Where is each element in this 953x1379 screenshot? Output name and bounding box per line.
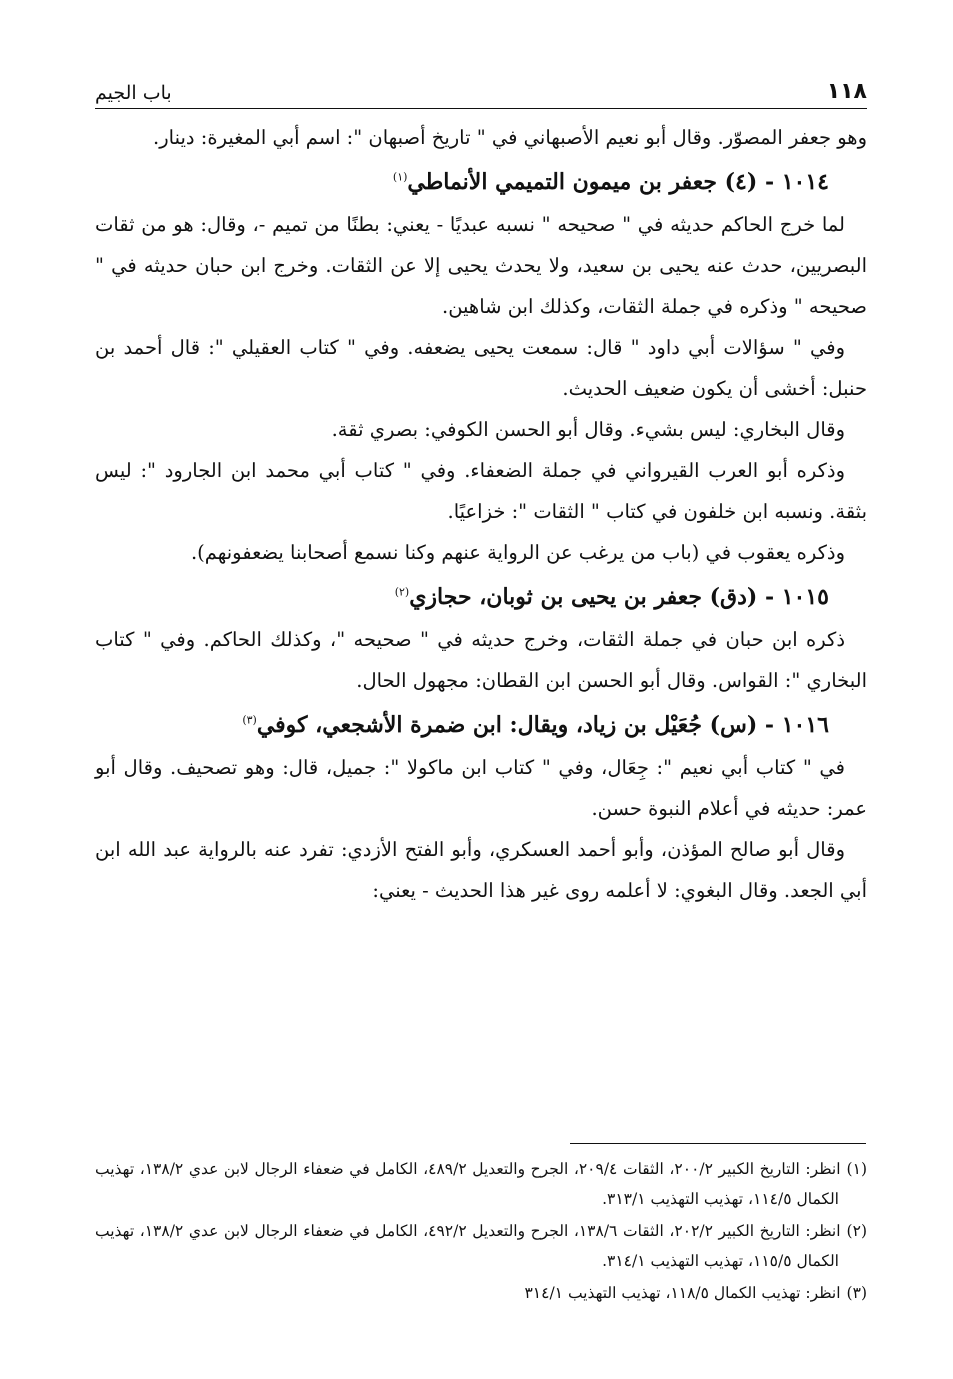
footnote-marker: (٢): [846, 1222, 867, 1240]
entry-heading-1015: [95, 575, 867, 619]
footnote: [95, 1216, 867, 1276]
entry-heading-1016: [95, 703, 867, 747]
footnote-divider: [570, 1143, 866, 1144]
footnotes: [95, 1154, 867, 1310]
footnote-text: انظر: التاريخ الكبير ٢٠٠/٢، الثقات ٢٠٩/٤، الجرح والتعديل ٤٨٩/٢، الكامل في ضعفاء الرجال لابن عدي ١٣٨/٢، تهذيب الكمال ١١٤/٥، تهذيب التهذيب ٣١٣/١.: [95, 1160, 841, 1208]
footnote-ref: (٣): [242, 713, 257, 727]
entry-title: ١٠١٥ - (دق) جعفر بن يحيى بن ثوبان، حجازي: [409, 584, 829, 610]
footnote: [95, 1278, 867, 1308]
paragraph: وفي " سؤالات أبي داود " قال: سمعت يحيى يضعفه. وفي " كتاب العقيلي ": قال أحمد بن حنبل: أخشى أن يكون ضعيف الحديث.: [95, 336, 867, 400]
footnote-marker: (٣): [846, 1284, 867, 1302]
footnote-text: انظر: التاريخ الكبير ٢٠٢/٢، الثقات ١٣٨/٦، الجرح والتعديل ٤٩٢/٢، الكامل في ضعفاء الرجال لابن عدي ١٣٨/٢، تهذيب الكمال ١١٥/٥، تهذيب التهذيب ٣١٤/١.: [95, 1222, 841, 1270]
paragraph: وقال أبو صالح المؤذن، وأبو أحمد العسكري، وأبو الفتح الأزدي: تفرد عنه بالرواية عبد الله ابن أبي الجعد. وقال البغوي: لا أعلمه روى غير هذا الحديث - يعني:: [95, 838, 867, 902]
paragraph: ذكره ابن حبان في جملة الثقات، وخرج حديثه في " صحيحه "، وكذلك الحاكم. وفي " كتاب البخاري ": القواس. وقال أبو الحسن ابن القطان: مجهول الحال.: [95, 628, 867, 692]
paragraph-continuation: وهو جعفر المصوّر. وقال أبو نعيم الأصبهاني في " تاريخ أصبهان ": اسم أبي المغيرة: دينار.: [153, 126, 867, 149]
entry-heading-1014: [95, 160, 867, 204]
page-content: [95, 64, 867, 911]
footnote-ref: (٢): [394, 585, 410, 599]
paragraph: لما خرج الحاكم حديثه في " صحيحه " نسبه عبديًا - يعني: بطنًا من تميم -، وقال: هو من ثقات البصريين، حدث عنه يحيى بن سعيد، ولا يحدث يحيى إلا عن الثقات. وخرج ابن حبان حديثه في " صحيحه " وذكره في جملة الثقات، وكذلك ابن شاهين.: [95, 213, 867, 318]
paragraph: وذكره يعقوب في (باب من يرغب عن الرواية عنهم وكنا نسمع أصحابنا يضعفونهم).: [190, 541, 845, 564]
entry-title: ١٠١٦ - (س) جُعَيْل بن زياد، ويقال: ابن ضمرة الأشجعي، كوفي: [256, 712, 829, 738]
section-title: باب الجيم: [95, 82, 172, 104]
footnote-text: انظر: تهذيب الكمال ١١٨/٥، تهذيب التهذيب ٣١٤/١: [524, 1284, 841, 1302]
paragraph: في " كتاب أبي نعيم ": جِعَال، وفي " كتاب ابن ماكولا ": جميل، قال: وهو تصحيف. وقال أبو عمر: حديثه في أعلام النبوة حسن.: [95, 756, 867, 820]
paragraph: وقال البخاري: ليس بشيء. وقال أبو الحسن الكوفي: بصري ثقة.: [331, 418, 845, 441]
entry-title: ١٠١٤ - (٤) جعفر بن ميمون التميمي الأنماطي: [407, 169, 829, 195]
footnote: [95, 1154, 867, 1214]
page-number: ١١٨: [826, 79, 867, 104]
paragraph: وذكره أبو العرب القيرواني في جملة الضعفاء. وفي " كتاب أبي محمد ابن الجارود ": ليس بثقة. ونسبه ابن خلفون في كتاب " الثقات ": خزاعيًا.: [95, 459, 867, 523]
body-text: [95, 117, 867, 911]
footnote-marker: (١): [846, 1160, 867, 1178]
footnote-ref: (١): [392, 170, 408, 184]
running-head: [95, 64, 867, 109]
